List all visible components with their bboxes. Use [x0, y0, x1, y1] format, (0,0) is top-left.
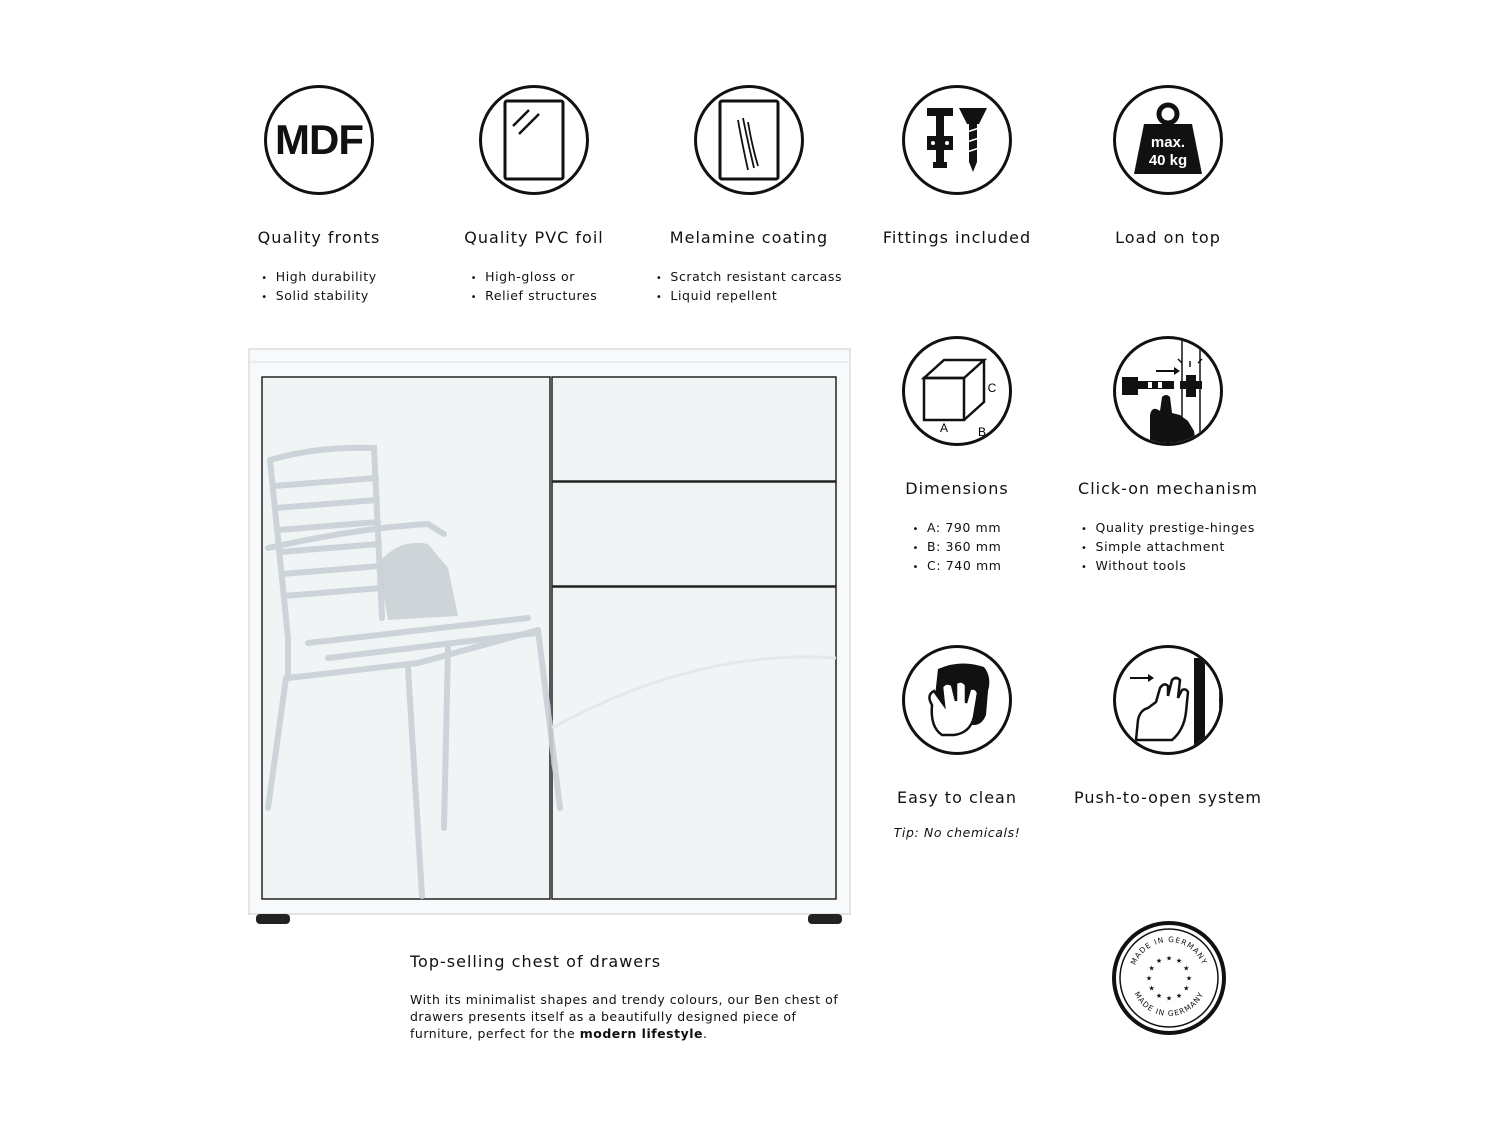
feature-quality-pvc-foil	[434, 85, 634, 306]
tip-text: Tip: No chemicals!	[893, 825, 1021, 840]
bullet-item: • A: 790 mm	[913, 519, 1002, 538]
star-icon: ★	[1183, 984, 1190, 993]
bullet-item: • High durability	[261, 268, 377, 287]
scratched-panel-icon	[694, 85, 804, 195]
dimension-label-c: C	[987, 381, 997, 395]
product-description	[410, 952, 850, 1042]
star-icon: ★	[1185, 974, 1193, 983]
feature-easy-to-clean	[857, 645, 1057, 840]
glossy-panel-icon	[479, 85, 589, 195]
bullet-item: • High-gloss or	[471, 268, 598, 287]
feature-title: Click-on mechanism	[1078, 479, 1258, 498]
bullet-item: • Solid stability	[261, 287, 377, 306]
feature-load-on-top	[1068, 85, 1268, 247]
star-icon: ★	[1165, 994, 1173, 1003]
feature-title: Melamine coating	[669, 228, 829, 247]
hinge-screw-icon	[902, 85, 1012, 195]
product-description-text	[410, 991, 850, 1042]
feature-dimensions	[857, 336, 1057, 576]
mdf-icon-text: MDF	[275, 116, 363, 163]
hand-cloth-icon	[902, 645, 1012, 755]
mdf-icon	[264, 85, 374, 195]
star-icon: ★	[1175, 991, 1183, 1000]
feature-title: Fittings included	[882, 228, 1032, 247]
feature-bullets	[656, 268, 842, 306]
feature-fittings-included	[857, 85, 1057, 247]
star-icon: ★	[1155, 957, 1163, 966]
description-bold: modern lifestyle	[579, 1026, 703, 1041]
star-icon: ★	[1175, 957, 1183, 966]
dimension-label-a: A	[939, 421, 949, 435]
cabinet-illustration	[248, 348, 851, 926]
bullet-item: • C: 740 mm	[913, 557, 1002, 576]
feature-title: Push-to-open system	[1073, 788, 1263, 807]
feature-title: Dimensions	[905, 479, 1009, 498]
description-plain: With its minimalist shapes and trendy colours, our Ben chest of drawers presents itself as a beautifully designed piece of furniture, perfect for the	[410, 992, 839, 1041]
feature-bullets	[471, 268, 598, 306]
feature-title: Quality PVC foil	[464, 228, 604, 247]
feature-bullets	[1081, 519, 1255, 576]
feature-quality-fronts	[219, 85, 419, 306]
feature-push-to-open	[1068, 645, 1268, 807]
feature-title: Load on top	[1115, 228, 1221, 247]
badge-text-bottom: MADE IN GERMANY	[1132, 990, 1206, 1019]
bullet-item: • Liquid repellent	[656, 287, 842, 306]
feature-title: Quality fronts	[257, 228, 381, 247]
weight-icon	[1113, 85, 1223, 195]
feature-melamine-coating	[649, 85, 849, 306]
bullet-item: • Without tools	[1081, 557, 1255, 576]
dimension-label-b: B	[977, 425, 987, 436]
weight-line-2: 40 kg	[1148, 152, 1188, 169]
click-hinge-icon	[1113, 336, 1223, 446]
badge-text-top: MADE IN GERMANY	[1128, 934, 1210, 967]
feature-bullets	[261, 268, 377, 306]
push-open-icon	[1113, 645, 1223, 755]
star-icon: ★	[1148, 964, 1155, 973]
weight-line-1: max.	[1150, 134, 1186, 151]
star-icon: ★	[1145, 974, 1153, 983]
product-title: Top-selling chest of drawers	[410, 952, 662, 971]
bullet-item: • Scratch resistant carcass	[656, 268, 842, 287]
box-dimensions-icon	[902, 336, 1012, 446]
feature-click-on-mechanism	[1068, 336, 1268, 576]
bullet-item: • B: 360 mm	[913, 538, 1002, 557]
feature-bullets	[913, 519, 1002, 576]
feature-title: Easy to clean	[897, 788, 1017, 807]
made-in-germany-badge	[1111, 920, 1227, 1036]
star-icon: ★	[1183, 964, 1190, 973]
star-icon: ★	[1155, 991, 1163, 1000]
description-end: .	[702, 1026, 708, 1041]
bullet-item: • Relief structures	[471, 287, 598, 306]
star-icon: ★	[1165, 954, 1173, 963]
bullet-item: • Simple attachment	[1081, 538, 1255, 557]
bullet-item: • Quality prestige-hinges	[1081, 519, 1255, 538]
star-icon: ★	[1148, 984, 1155, 993]
